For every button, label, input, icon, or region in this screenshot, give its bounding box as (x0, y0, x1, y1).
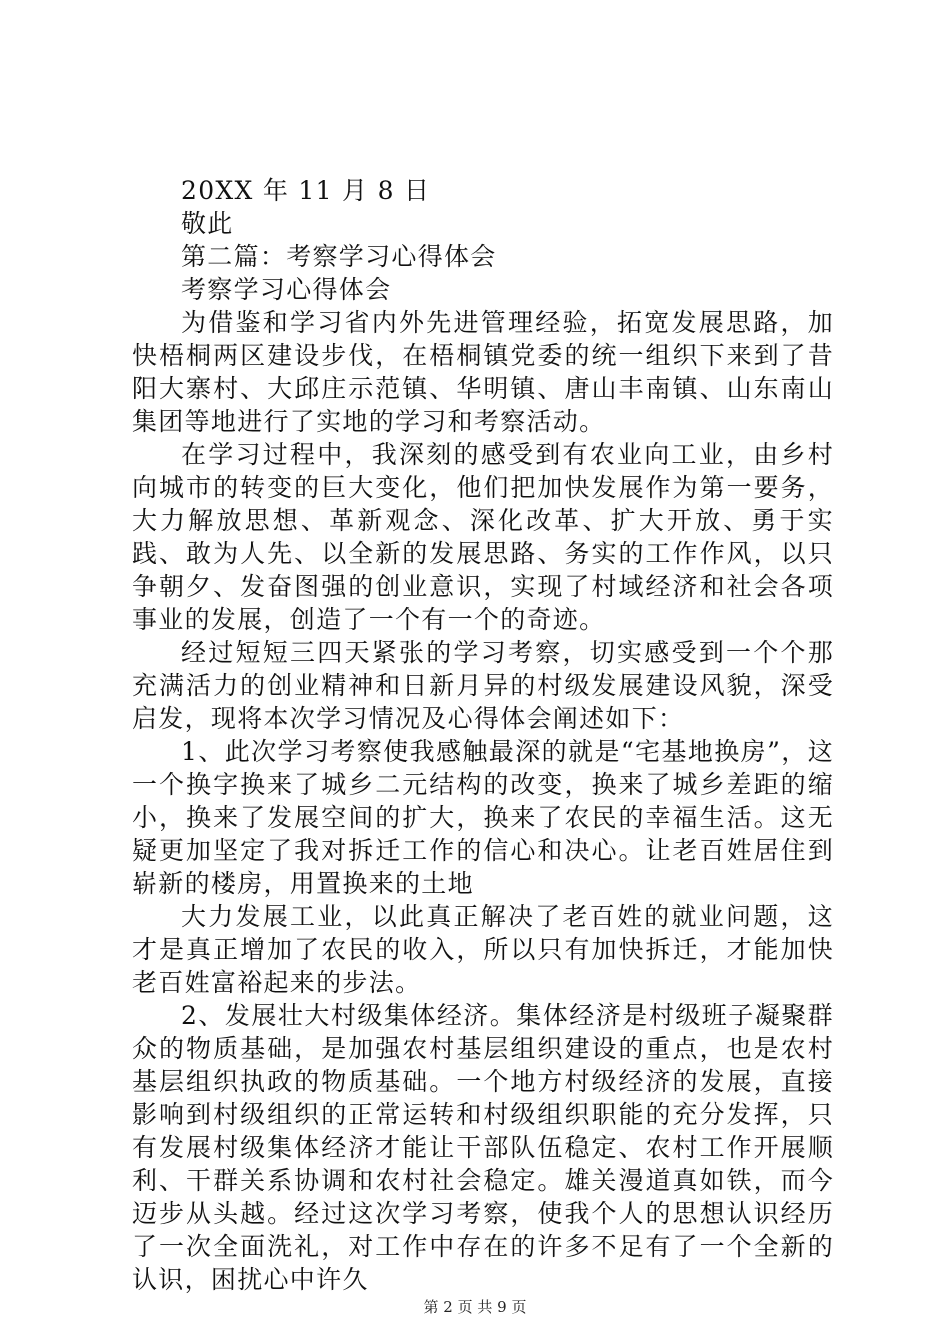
body-paragraph: 大力发展工业，以此真正解决了老百姓的就业问题，这才是真正增加了农民的收入，所以只有加快拆迁，才能加快老百姓富裕起来的步法。 (132, 902, 834, 997)
page-number-footer: 第 2 页 共 9 页 (423, 1298, 527, 1316)
chapter-title: 第二篇：考察学习心得体会 (181, 242, 497, 271)
date-line: 20XX 年 11 月 8 日 (181, 176, 431, 205)
body-paragraph: 为借鉴和学习省内外先进管理经验，拓宽发展思路，加快梧桐两区建设步伐，在梧桐镇党委的统一组织下来到了昔阳大寨村、大邱庄示范镇、华明镇、唐山丰南镇、山东南山集团等地进行了实地的学习和考察活动。 (132, 308, 834, 436)
body-paragraph: 在学习过程中，我深刻的感受到有农业向工业，由乡村向城市的转变的巨大变化，他们把加快发展作为第一要务，大力解放思想、革新观念、深化改革、扩大开放、勇于实践、敢为人先、以全新的发展思路、务实的工作作风，以只争朝夕、发奋图强的创业意识，实现了村域经济和社会各项事业的发展，创造了一个有一个的奇迹。 (132, 440, 834, 634)
body-paragraph: 1、此次学习考察使我感触最深的就是“宅基地换房”，这一个换字换来了城乡二元结构的改变，换来了城乡差距的缩小，换来了发展空间的扩大，换来了农民的幸福生活。这无疑更加坚定了我对拆迁工作的信心和决心。让老百姓居住到崭新的楼房，用置换来的土地 (132, 737, 834, 898)
body-paragraph: 2、发展壮大村级集体经济。集体经济是村级班子凝聚群众的物质基础，是加强农村基层组织建设的重点，也是农村基层组织执政的物质基础。一个地方村级经济的发展，直接影响到村级组织的正常运转和村级组织职能的充分发挥，只有发展村级集体经济才能让干部队伍稳定、农村工作开展顺利、干群关系协调和农村社会稳定。雄关漫道真如铁，而今迈步从头越。经过这次学习考察，使我个人的思想认识经历了一次全面洗礼，对工作中存在的许多不足有了一个全新的认识，困扰心中许久 (132, 1001, 834, 1294)
essay-title: 考察学习心得体会 (181, 275, 392, 304)
body-paragraph: 经过短短三四天紧张的学习考察，切实感受到一个个那充满活力的创业精神和日新月异的村级发展建设风貌，深受启发，现将本次学习情况及心得体会阐述如下： (132, 638, 834, 733)
closing-salutation: 敬此 (181, 209, 234, 238)
document-body (132, 174, 834, 1296)
